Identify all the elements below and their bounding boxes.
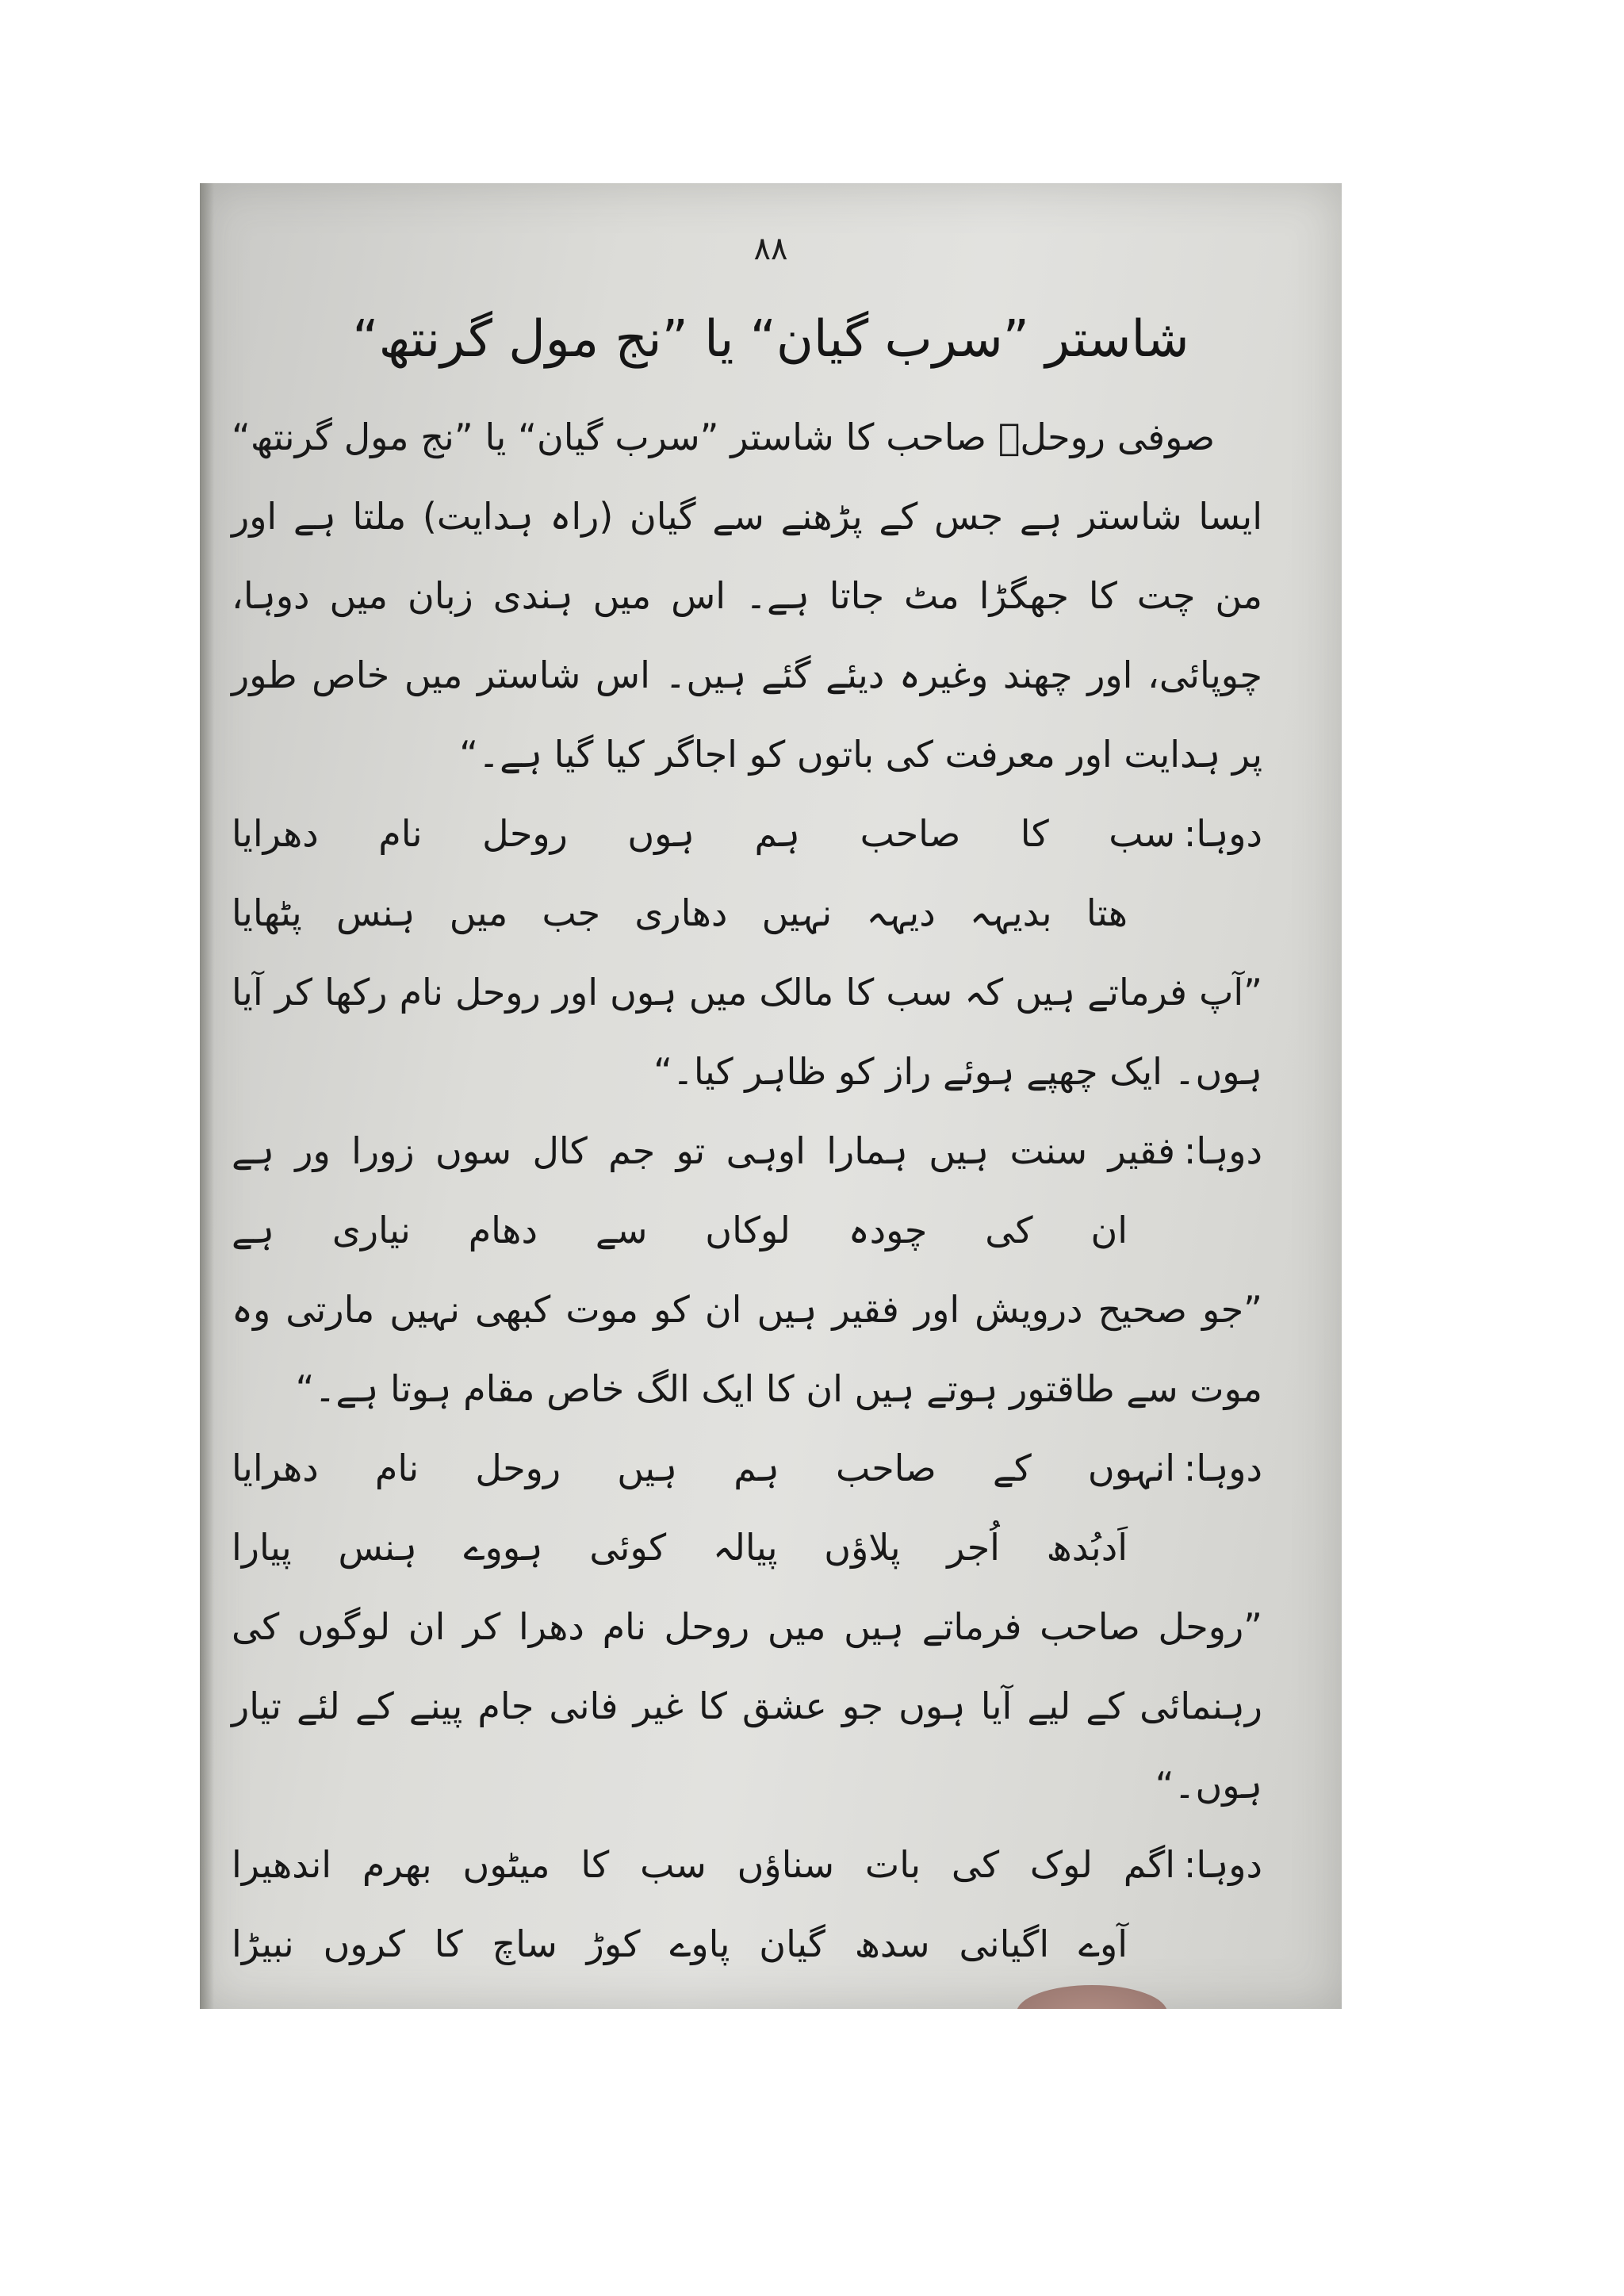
- intro-paragraph: صوفی روحلؒ صاحب کا شاستر ”سرب گیان“ یا ”نج مول گرنتھ“ ایسا شاستر ہے جس کے پڑھنے سے گیان (راہ ہدایت) ملتا ہے اور من چت کا جھگڑا مٹ جاتا ہے۔ اس میں ہندی زبان میں دوہا، چوپائی، اور چھند وغیرہ دیئے گئے ہیں۔ اس شاستر میں خاص طور پر ہدایت اور معرفت کی باتوں کو اجاگر کیا گیا ہے۔“: [232, 416, 1262, 776]
- explanation-paragraph: ”جو صحیح درویش اور فقیر ہیں ان کو موت کبھی نہیں مارتی وہ موت سے طاقتور ہوتے ہیں ان کا ایک الگ خاص مقام ہوتا ہے۔“: [232, 1288, 1262, 1410]
- doha-line: آوے اگیانی سدھ گیان پاوے کوڑ ساچ کا کروں نبیڑا: [232, 1922, 1128, 1965]
- explanation-paragraph: ”روحل صاحب فرماتے ہیں میں روحل نام دھرا کر ان لوگوں کی رہنمائی کے لیے آیا ہوں جو عشق کا غیر فانی جام پینے کے لئے تیار ہوں۔“: [232, 1605, 1262, 1807]
- doha-block-3: [232, 1428, 1262, 1587]
- doha-label: دوہا:: [1183, 1129, 1262, 1172]
- scanned-book-page: [200, 183, 1342, 2009]
- doha-line: فقیر سنت ہیں ہمارا اوہی تو جم کال سوں زورا ور ہے: [232, 1129, 1175, 1172]
- doha-block-2: [232, 1111, 1262, 1270]
- doha-block-4: [232, 1825, 1262, 1984]
- doha-line: انہوں کے صاحب ہم ہیں روحل نام دھرایا: [232, 1447, 1175, 1489]
- doha-line: اَدبُدھ اُجر پلاؤں پیالہ کوئی ہووے ہنس پیارا: [232, 1526, 1128, 1569]
- doha-label: دوہا:: [1183, 1843, 1262, 1886]
- thumb-edge: [1017, 1985, 1167, 2009]
- doha-label: دوہا:: [1183, 1447, 1262, 1489]
- page-title: شاستر ”سرب گیان“ یا ”نج مول گرنتھ“: [352, 310, 1189, 369]
- doha-label: دوہا:: [1183, 812, 1262, 855]
- doha-line: ان کی چودہ لوکاں سے دھام نیاری ہے: [232, 1209, 1128, 1251]
- doha-line: اگم لوک کی بات سناؤں سب کا میٹوں بھرم اندھیرا: [232, 1843, 1175, 1886]
- page-body: [232, 397, 1262, 1984]
- doha-line: سب کا صاحب ہم ہوں روحل نام دھرایا: [232, 812, 1175, 855]
- explanation-paragraph: ”آپ فرماتے ہیں کہ سب کا مالک میں ہوں اور روحل نام رکھا کر آیا ہوں۔ ایک چھپے ہوئے راز کو ظاہر کیا۔“: [232, 971, 1263, 1093]
- doha-block-1: [232, 794, 1262, 953]
- page-number: ۸۸: [753, 231, 788, 267]
- doha-line: ھتا بدیہہ دیہہ نہیں دھاری جب میں ہنس پٹھایا: [232, 891, 1128, 934]
